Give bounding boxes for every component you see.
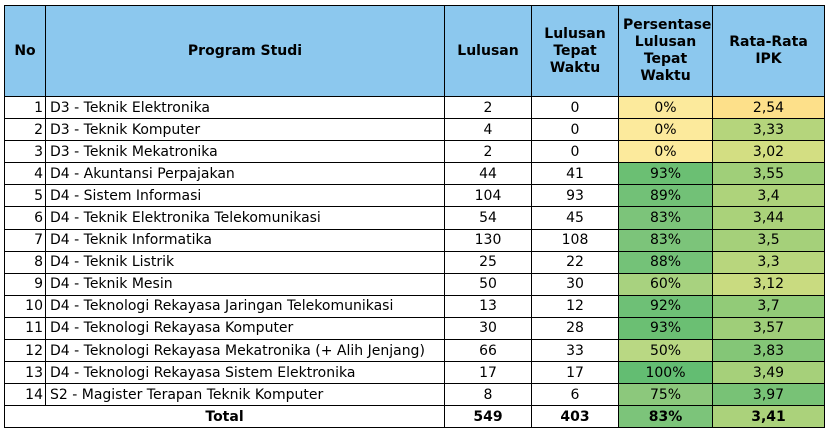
table-row <box>5 163 825 185</box>
row-persen: 60% <box>619 273 713 295</box>
row-program: D4 - Akuntansi Perpajakan <box>46 163 445 185</box>
row-ipk: 3,7 <box>713 295 825 317</box>
row-persen: 89% <box>619 185 713 207</box>
row-tepat: 12 <box>532 295 619 317</box>
row-number: 9 <box>5 273 46 295</box>
row-number: 7 <box>5 229 46 251</box>
total-label: Total <box>5 406 445 428</box>
row-tepat: 28 <box>532 317 619 339</box>
row-persen: 0% <box>619 119 713 141</box>
table-row <box>5 384 825 406</box>
row-lulusan: 2 <box>445 97 532 119</box>
row-number: 14 <box>5 384 46 406</box>
header-no: No <box>5 6 46 97</box>
row-persen: 88% <box>619 251 713 273</box>
row-number: 6 <box>5 207 46 229</box>
row-ipk: 3,49 <box>713 362 825 384</box>
header-row <box>5 6 825 97</box>
header-persen: Persentase Lulusan Tepat Waktu <box>619 6 713 97</box>
row-tepat: 45 <box>532 207 619 229</box>
row-persen: 93% <box>619 317 713 339</box>
row-ipk: 3,57 <box>713 317 825 339</box>
row-persen: 75% <box>619 384 713 406</box>
row-lulusan: 44 <box>445 163 532 185</box>
row-program: D4 - Teknologi Rekayasa Jaringan Telekomunikasi <box>46 295 445 317</box>
row-program: D3 - Teknik Komputer <box>46 119 445 141</box>
row-persen: 100% <box>619 362 713 384</box>
table-row <box>5 229 825 251</box>
row-ipk: 3,33 <box>713 119 825 141</box>
row-tepat: 93 <box>532 185 619 207</box>
row-lulusan: 25 <box>445 251 532 273</box>
row-lulusan: 66 <box>445 340 532 362</box>
row-number: 11 <box>5 317 46 339</box>
table-row <box>5 295 825 317</box>
row-persen: 92% <box>619 295 713 317</box>
row-tepat: 33 <box>532 340 619 362</box>
table-row <box>5 317 825 339</box>
row-lulusan: 13 <box>445 295 532 317</box>
row-ipk: 3,4 <box>713 185 825 207</box>
total-lulusan: 549 <box>445 406 532 428</box>
total-persen: 83% <box>619 406 713 428</box>
table-row <box>5 185 825 207</box>
row-ipk: 3,5 <box>713 229 825 251</box>
table-row <box>5 340 825 362</box>
table-row <box>5 119 825 141</box>
row-tepat: 17 <box>532 362 619 384</box>
row-program: D4 - Teknik Mesin <box>46 273 445 295</box>
row-number: 5 <box>5 185 46 207</box>
row-ipk: 3,97 <box>713 384 825 406</box>
table-row <box>5 207 825 229</box>
row-number: 12 <box>5 340 46 362</box>
row-tepat: 0 <box>532 119 619 141</box>
row-lulusan: 54 <box>445 207 532 229</box>
row-tepat: 41 <box>532 163 619 185</box>
row-program: S2 - Magister Terapan Teknik Komputer <box>46 384 445 406</box>
row-program: D4 - Sistem Informasi <box>46 185 445 207</box>
row-number: 3 <box>5 141 46 163</box>
row-lulusan: 17 <box>445 362 532 384</box>
row-number: 2 <box>5 119 46 141</box>
table-row <box>5 251 825 273</box>
row-persen: 83% <box>619 229 713 251</box>
row-number: 8 <box>5 251 46 273</box>
table-row <box>5 141 825 163</box>
row-ipk: 3,83 <box>713 340 825 362</box>
header-lulusan: Lulusan <box>445 6 532 97</box>
row-lulusan: 104 <box>445 185 532 207</box>
table-row <box>5 362 825 384</box>
row-program: D4 - Teknik Listrik <box>46 251 445 273</box>
header-ipk: Rata-Rata IPK <box>713 6 825 97</box>
total-ipk: 3,41 <box>713 406 825 428</box>
row-number: 10 <box>5 295 46 317</box>
row-lulusan: 30 <box>445 317 532 339</box>
row-program: D4 - Teknik Elektronika Telekomunikasi <box>46 207 445 229</box>
row-number: 4 <box>5 163 46 185</box>
row-program: D4 - Teknologi Rekayasa Komputer <box>46 317 445 339</box>
row-ipk: 3,44 <box>713 207 825 229</box>
row-persen: 93% <box>619 163 713 185</box>
row-lulusan: 4 <box>445 119 532 141</box>
row-ipk: 3,02 <box>713 141 825 163</box>
row-tepat: 6 <box>532 384 619 406</box>
row-number: 1 <box>5 97 46 119</box>
row-lulusan: 50 <box>445 273 532 295</box>
header-program: Program Studi <box>46 6 445 97</box>
row-persen: 0% <box>619 97 713 119</box>
row-tepat: 0 <box>532 97 619 119</box>
row-program: D4 - Teknik Informatika <box>46 229 445 251</box>
row-program: D4 - Teknologi Rekayasa Mekatronika (+ Alih Jenjang) <box>46 340 445 362</box>
row-lulusan: 2 <box>445 141 532 163</box>
row-ipk: 3,3 <box>713 251 825 273</box>
total-row <box>5 406 825 428</box>
table-row <box>5 273 825 295</box>
row-persen: 0% <box>619 141 713 163</box>
graduation-table <box>4 5 825 428</box>
row-persen: 83% <box>619 207 713 229</box>
total-tepat: 403 <box>532 406 619 428</box>
row-number: 13 <box>5 362 46 384</box>
row-tepat: 30 <box>532 273 619 295</box>
table-row <box>5 97 825 119</box>
row-lulusan: 8 <box>445 384 532 406</box>
row-program: D4 - Teknologi Rekayasa Sistem Elektronika <box>46 362 445 384</box>
row-tepat: 0 <box>532 141 619 163</box>
row-ipk: 3,55 <box>713 163 825 185</box>
row-tepat: 22 <box>532 251 619 273</box>
row-ipk: 3,12 <box>713 273 825 295</box>
row-persen: 50% <box>619 340 713 362</box>
header-tepat: Lulusan Tepat Waktu <box>532 6 619 97</box>
row-tepat: 108 <box>532 229 619 251</box>
row-program: D3 - Teknik Mekatronika <box>46 141 445 163</box>
row-lulusan: 130 <box>445 229 532 251</box>
row-program: D3 - Teknik Elektronika <box>46 97 445 119</box>
row-ipk: 2,54 <box>713 97 825 119</box>
